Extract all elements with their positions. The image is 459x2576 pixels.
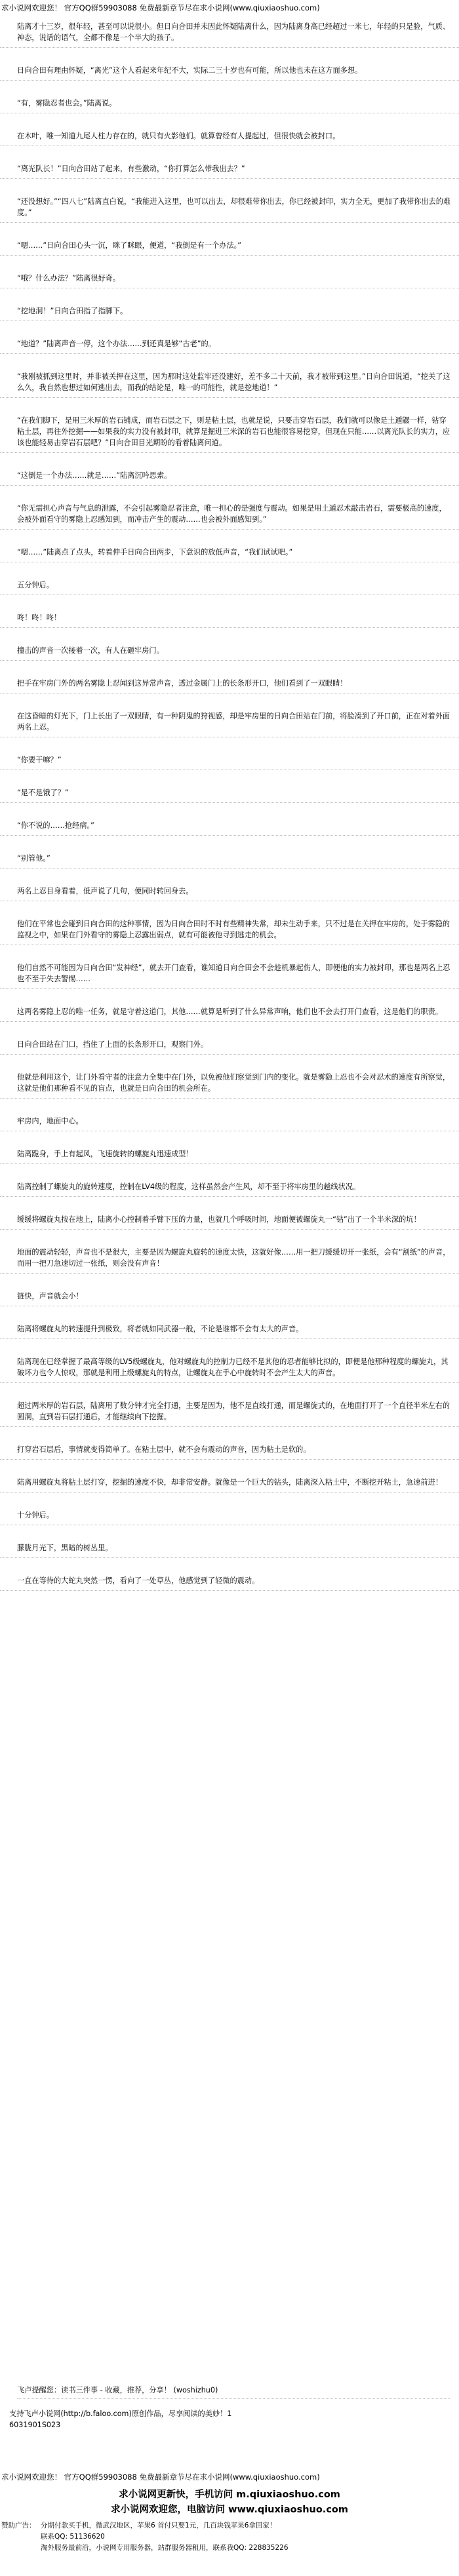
chapter-code: 6031901S023 xyxy=(9,2421,61,2429)
chapter-content xyxy=(0,18,459,1591)
footer-welcome: 求小说网欢迎您！ 官方QQ群59903088 免费最新章节尽在求小说网(www.qiuxiaoshuo.com) xyxy=(1,2472,320,2482)
sponsor-label: 赞助广告： xyxy=(1,2522,36,2529)
chapter-paragraph: 咚！咚！咚！ xyxy=(0,595,459,628)
chapter-tail xyxy=(0,2385,459,2430)
sponsor-line[interactable]: 淘外服务最前沿，小说网专用服务器，站群服务器租用，联系我QQ: 228835226 xyxy=(41,2544,289,2552)
chapter-paragraph: 两名上忍目身看着，低声说了几句，便同时转回身去。 xyxy=(0,868,459,901)
chapter-paragraph: 超过两米厚的岩石层，陆离用了数分钟才完全打通，主要是因为，他不是直线打通，而是螺旋式的，在地面打开了一个直径半米左右的圆洞，直到岩石层打通后，才能继续向下挖掘。 xyxy=(0,1383,459,1427)
chapter-paragraph: “有，雾隐忍者也会。”陆离说。 xyxy=(0,81,459,113)
chapter-paragraph: “是不是饿了？” xyxy=(0,770,459,803)
chapter-paragraph: “还没想好。”“四八七”陆离直白说，“我能进入这里，也可以出去，却很难带你出去，你已经被封印，实力全无，更加了我带你出去的难度。” xyxy=(0,179,459,223)
chapter-paragraph: 链快，声音就会小！ xyxy=(0,1274,459,1306)
sponsor-ads xyxy=(0,2520,459,2554)
chapter-paragraph: 在木叶，唯一知道九尾人柱力存在的，就只有火影他们。就算曾经有人提起过，但很快就会被封口。 xyxy=(0,113,459,146)
chapter-paragraph: “哦？什么办法？”陆离很好奇。 xyxy=(0,256,459,288)
chapter-paragraph: 十分钟后。 xyxy=(0,1493,459,1525)
chapter-paragraph: 撞击的声音一次接着一次，有人在砸牢房门。 xyxy=(0,628,459,661)
chapter-paragraph: 他就是利用这个，让门外看守者的注意力全集中在门外，以免被他们察觉到门内的变化。就是雾隐上忍也不会对忍术的速度有所察觉，这就是他们那种看不见的盲点，也就是日向合田的机会所在。 xyxy=(0,1055,459,1099)
support-link-text[interactable]: 支持飞卢小说网(http://b.faloo.com)原创作品，尽享阅读的美妙！1 xyxy=(9,2410,232,2418)
site-header: 求小说网欢迎您！ 官方QQ群59903088 免费最新章节尽在求小说网(www.qiuxiaoshuo.com) xyxy=(1,3,320,12)
chapter-paragraph: 缓缓将螺旋丸按在地上，陆离小心控制着手臂下压的力量，也就几个呼吸时间，地面便被螺旋丸一“钻”出了一个半米深的坑！ xyxy=(0,1197,459,1230)
site-footer xyxy=(0,2471,459,2554)
mobile-access-link[interactable]: 求小说网更新快，手机访问 m.qiuxiaoshuo.com xyxy=(119,2489,340,2500)
chapter-paragraph: 陆离才十三岁，很年轻，甚至可以说很小。但日向合田并未因此怀疑陆离什么，因为陆离身高已经超过一米七，年轻的只是脸，气质、神态，说话的语气，全都不像是一个半大的孩子。 xyxy=(0,18,459,48)
sponsor-text xyxy=(41,2520,289,2554)
chapter-paragraph: “挖地洞！”日向合田指了指脚下。 xyxy=(0,288,459,321)
chapter-paragraph: 陆离将螺旋丸的转速提升到极致，将者就如同武器一般，不论是谁都不会有太大的声音。 xyxy=(0,1306,459,1339)
chapter-paragraph: “别管他。” xyxy=(0,836,459,868)
chapter-paragraph: 把手在牢房门外的两名雾隐上忍闻到这异常声音，透过金属门上的长条形开口，他们看到了一双眼睛！ xyxy=(0,661,459,693)
chapter-paragraph: 他们自然不可能因为日向合田“发神经”，就去开门查看，谁知道日向合田会不会趁机暴起伤人，即便他的实力被封印，那也是两名上忍也不至于失去警惕…… xyxy=(0,945,459,989)
chapter-paragraph: “离光队长！”日向合田站了起来，有些激动，“你打算怎么带我出去？” xyxy=(0,146,459,179)
desktop-access-link[interactable]: 求小说网欢迎您，电脑访问 www.qiuxiaoshuo.com xyxy=(111,2505,348,2515)
chapter-paragraph: 陆离用螺旋丸将粘土层打穿，挖掘的速度不快，却非常安静。就像是一个巨大的钻头，陆离深入粘土中，不断挖开粘土，急速前进！ xyxy=(0,1460,459,1493)
chapter-paragraph: 陆离跪身，手上有起风，飞速旋转的螺旋丸迅速成型！ xyxy=(0,1131,459,1164)
chapter-paragraph: 五分钟后。 xyxy=(0,562,459,595)
chapter-paragraph: 他们在平常也会碰到日向合田的这种事情，因为日向合田时不时有些精神失常，却未生动手来，只不过是在关押在牢房的，处于雾隐的监视之中，如果在门外看守的雾隐上忍露出弱点，就有可能被他寻到逃走的机会。 xyxy=(0,901,459,945)
chapter-paragraph: 这两名雾隐上忍的唯一任务，就是守着这道门，其他……就算是听到了什么异常声响，他们也不会去打开门查看，这是他们的职责。 xyxy=(0,989,459,1022)
chapter-paragraph: “我刚被抓到这里时，并非被关押在这里，因为那时这处监牢还没建好，差不多二十天前，我才被带到这里。”日向合田说道，“挖关了这么久，我自然也想过如何逃出去，而我的结论是，唯一的可能性，就是挖地道！” xyxy=(0,354,459,398)
chapter-paragraph: 陆离现在已经掌握了最高等级的LV5级螺旋丸，他对螺旋丸的控制力已经不是其他的忍者能够比拟的，即便是他那种程度的螺旋丸，其破坏力也令人惊叹，那就是利用上级螺旋丸的特点，让螺旋丸在手心中旋转时不会产生太大的声音。 xyxy=(0,1339,459,1383)
chapter-paragraph: “这倒是一个办法……就是……”陆离沉吟思索。 xyxy=(0,453,459,486)
chapter-paragraph: “你无需担心声音与气息的泄露，不会引起雾隐忍者注意，唯一担心的是强度与震动。如果是用土遁忍术敲击岩石，需要极高的速度，会被外面看守的雾隐上忍感知到，而冲击产生的震动……也会被外面感知到。” xyxy=(0,486,459,530)
chapter-paragraph: 地面的震动轻轻，声音也不是很大，主要是因为螺旋丸旋转的速度太快，这就好像……用一把刀缓缓切开一张纸，会有“割纸”的声音，而用一把刀急速切过一张纸，则会没有声音！ xyxy=(0,1230,459,1274)
chapter-paragraph: 日向合田有理由怀疑，“离光”这个人看起来年纪不大，实际二三十岁也有可能，所以他也未在这方面多想。 xyxy=(0,48,459,81)
chapter-paragraph: “你不说的……抢经病。” xyxy=(0,803,459,836)
reading-tip: 飞卢提醒您：读书三件事 - 收藏，推荐，分享！ (woshizhu0) xyxy=(17,2385,450,2399)
chapter-paragraph: “嗯……”日向合田心头一沉，眯了眯眼，便道，“我倒是有一个办法。” xyxy=(0,223,459,256)
chapter-paragraph: “嗯……”陆离点了点头，转着伸手日向合田两步，下意识的放低声音，“我们试试吧。” xyxy=(0,530,459,562)
chapter-paragraph: 日向合田站在门口，挡住了上面的长条形开口，观察门外。 xyxy=(0,1022,459,1055)
chapter-paragraph: “在我们脚下，是用三米厚的岩石铺成，而岩石层之下，则是粘土层，也就是说，只要击穿岩石层，我们就可以像是土遁鼹一样，钻穿粘土层，再往外挖掘——如果我的实力没有被封印，就算是掘进三米深的岩石也能很容易挖穿，但现在只能……以离光队长的实力，应该也能轻易击穿岩石层吧？”日向合田目光期盼的看着陆离问道。 xyxy=(0,398,459,453)
chapter-paragraph: 陆离控制了螺旋丸的旋转速度，控制在LV4级的程度，这样虽然会产生风，却不至于将牢房里的越线状况。 xyxy=(0,1164,459,1197)
sponsor-line: 联系QQ: 51136620 xyxy=(41,2533,105,2541)
chapter-paragraph: “你要干嘛？” xyxy=(0,737,459,770)
chapter-paragraph: 一直在等待的大蛇丸突然一愣，看向了一处草丛，他感觉到了轻微的震动。 xyxy=(0,1558,459,1591)
chapter-paragraph: 在这昏暗的灯光下，门上长出了一双眼睛，有一种阴鬼的狩视感，却是牢房里的日向合田站在门前，将脸凑到了开口前，正在对着外面两名上忍。 xyxy=(0,693,459,737)
chapter-paragraph: “地道？”陆离声音一停，这个办法……到还真是够“古老”的。 xyxy=(0,321,459,354)
sponsor-line[interactable]: 分期付款买手机，微武汉地区，苹果6 首付只要1元，几百块钱苹果6拿回家！ xyxy=(41,2522,277,2529)
chapter-paragraph: 打穿岩石层后，事情就变得简单了。在粘土层中，就不会有震动的声音，因为粘土是软的。 xyxy=(0,1427,459,1460)
chapter-paragraph: 朦胧月光下，黑暗的树丛里。 xyxy=(0,1525,459,1558)
chapter-paragraph: 牢房内，地面中心。 xyxy=(0,1099,459,1131)
